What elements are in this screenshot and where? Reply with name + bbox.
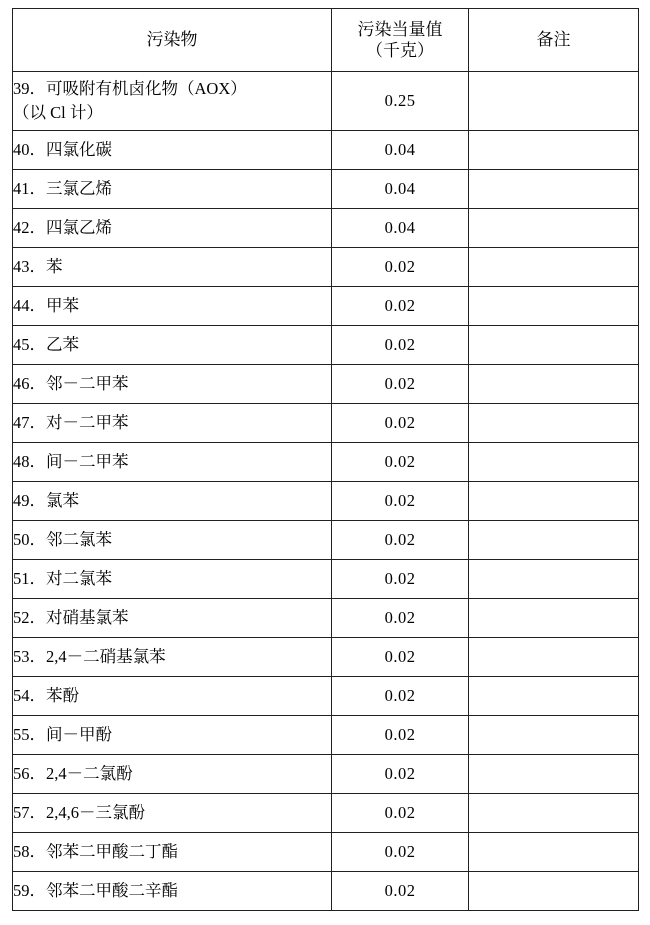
- column-header-pollutant: [13, 9, 332, 72]
- cell-remark: [469, 872, 639, 911]
- cell-equivalent-value: 0.02: [332, 677, 469, 716]
- cell-remark: [469, 521, 639, 560]
- cell-pollutant-name: [13, 677, 332, 716]
- table-row: [13, 716, 639, 755]
- pollutant-name-line: 57．2,4,6－三氯酚: [13, 803, 145, 823]
- cell-remark: [469, 638, 639, 677]
- cell-pollutant-name: [13, 170, 332, 209]
- column-header-equivalent-value-line1: 污染当量值: [357, 19, 443, 39]
- cell-equivalent-value: 0.02: [332, 248, 469, 287]
- cell-pollutant-name: [13, 755, 332, 794]
- cell-equivalent-value: 0.02: [332, 443, 469, 482]
- pollutant-name-line: 42．四氯乙烯: [13, 218, 112, 238]
- cell-remark: [469, 482, 639, 521]
- pollutant-name-line: 52．对硝基氯苯: [13, 608, 129, 628]
- pollutant-name-line: 59．邻苯二甲酸二辛酯: [13, 881, 178, 901]
- table-row: [13, 209, 639, 248]
- pollutant-name-line: 58．邻苯二甲酸二丁酯: [13, 842, 178, 862]
- pollutant-name-line: 56．2,4－二氯酚: [13, 764, 133, 784]
- cell-equivalent-value: 0.02: [332, 287, 469, 326]
- cell-pollutant-name: [13, 287, 332, 326]
- pollutant-name-line: 45．乙苯: [13, 335, 79, 355]
- table-row: [13, 560, 639, 599]
- table-row: [13, 365, 639, 404]
- cell-remark: [469, 72, 639, 131]
- cell-remark: [469, 404, 639, 443]
- pollutant-name-line: 39．可吸附有机卤化物（AOX）: [13, 79, 247, 99]
- cell-remark: [469, 443, 639, 482]
- cell-equivalent-value: 0.02: [332, 521, 469, 560]
- cell-pollutant-name: [13, 833, 332, 872]
- pollutant-name-line: （以 Cl 计）: [13, 103, 103, 122]
- cell-equivalent-value: 0.04: [332, 131, 469, 170]
- cell-remark: [469, 287, 639, 326]
- pollutant-name-line: 44．甲苯: [13, 296, 79, 316]
- cell-remark: [469, 326, 639, 365]
- pollutant-name-line: 48．间－二甲苯: [13, 452, 129, 472]
- cell-remark: [469, 677, 639, 716]
- pollutant-name-line: 53．2,4－二硝基氯苯: [13, 647, 166, 667]
- cell-remark: [469, 560, 639, 599]
- table-row: [13, 404, 639, 443]
- table-row: [13, 443, 639, 482]
- pollutant-name-line: 40．四氯化碳: [13, 140, 112, 160]
- cell-pollutant-name: [13, 248, 332, 287]
- table-row: [13, 677, 639, 716]
- table-row: [13, 287, 639, 326]
- table-row: [13, 638, 639, 677]
- table-row: [13, 72, 639, 131]
- column-header-remark-text: 备注: [536, 30, 571, 50]
- pollutant-name-line: 47．对－二甲苯: [13, 413, 129, 433]
- column-header-equivalent-value: [332, 9, 469, 72]
- cell-equivalent-value: 0.02: [332, 794, 469, 833]
- cell-pollutant-name: [13, 365, 332, 404]
- pollutant-name-line: 49．氯苯: [13, 491, 79, 511]
- cell-remark: [469, 131, 639, 170]
- table-row: [13, 326, 639, 365]
- table-row: [13, 248, 639, 287]
- cell-pollutant-name: [13, 716, 332, 755]
- cell-pollutant-name: [13, 482, 332, 521]
- table-header-row: [13, 9, 639, 72]
- cell-equivalent-value: 0.02: [332, 404, 469, 443]
- cell-equivalent-value: 0.04: [332, 170, 469, 209]
- cell-remark: [469, 599, 639, 638]
- cell-equivalent-value: 0.02: [332, 326, 469, 365]
- pollutant-name-line: 43．苯: [13, 257, 63, 277]
- cell-remark: [469, 170, 639, 209]
- cell-equivalent-value: 0.02: [332, 560, 469, 599]
- table-row: [13, 599, 639, 638]
- table-row: [13, 131, 639, 170]
- cell-equivalent-value: 0.02: [332, 482, 469, 521]
- cell-remark: [469, 209, 639, 248]
- pollutant-name-line: 50．邻二氯苯: [13, 530, 112, 550]
- pollutant-name-line: 55．间－甲酚: [13, 725, 112, 745]
- table-row: [13, 755, 639, 794]
- table-row: [13, 482, 639, 521]
- cell-pollutant-name: [13, 326, 332, 365]
- cell-pollutant-name: [13, 521, 332, 560]
- cell-remark: [469, 833, 639, 872]
- pollutant-equivalent-table: [12, 8, 639, 911]
- table-row: [13, 794, 639, 833]
- cell-pollutant-name: [13, 599, 332, 638]
- table-body: [13, 72, 639, 911]
- cell-equivalent-value: 0.02: [332, 716, 469, 755]
- cell-equivalent-value: 0.04: [332, 209, 469, 248]
- column-header-equivalent-value-line2: （千克）: [366, 41, 434, 60]
- column-header-pollutant-text: 污染物: [146, 30, 198, 50]
- cell-equivalent-value: 0.02: [332, 833, 469, 872]
- cell-equivalent-value: 0.02: [332, 755, 469, 794]
- table-header: [13, 9, 639, 72]
- cell-pollutant-name: [13, 209, 332, 248]
- cell-pollutant-name: [13, 72, 332, 131]
- cell-pollutant-name: [13, 794, 332, 833]
- table-row: [13, 872, 639, 911]
- cell-equivalent-value: 0.02: [332, 599, 469, 638]
- table-row: [13, 833, 639, 872]
- cell-pollutant-name: [13, 638, 332, 677]
- cell-pollutant-name: [13, 131, 332, 170]
- cell-remark: [469, 755, 639, 794]
- cell-equivalent-value: 0.25: [332, 72, 469, 131]
- pollutant-name-line: 51．对二氯苯: [13, 569, 112, 589]
- cell-remark: [469, 248, 639, 287]
- cell-equivalent-value: 0.02: [332, 365, 469, 404]
- pollutant-name-line: 54．苯酚: [13, 686, 79, 706]
- cell-equivalent-value: 0.02: [332, 872, 469, 911]
- cell-pollutant-name: [13, 560, 332, 599]
- pollutant-name-line: 41．三氯乙烯: [13, 179, 112, 199]
- cell-remark: [469, 365, 639, 404]
- table-row: [13, 521, 639, 560]
- cell-remark: [469, 716, 639, 755]
- cell-pollutant-name: [13, 443, 332, 482]
- cell-equivalent-value: 0.02: [332, 638, 469, 677]
- pollutant-name-line: 46．邻－二甲苯: [13, 374, 129, 394]
- cell-remark: [469, 794, 639, 833]
- cell-pollutant-name: [13, 404, 332, 443]
- table-row: [13, 170, 639, 209]
- column-header-remark: [469, 9, 639, 72]
- cell-pollutant-name: [13, 872, 332, 911]
